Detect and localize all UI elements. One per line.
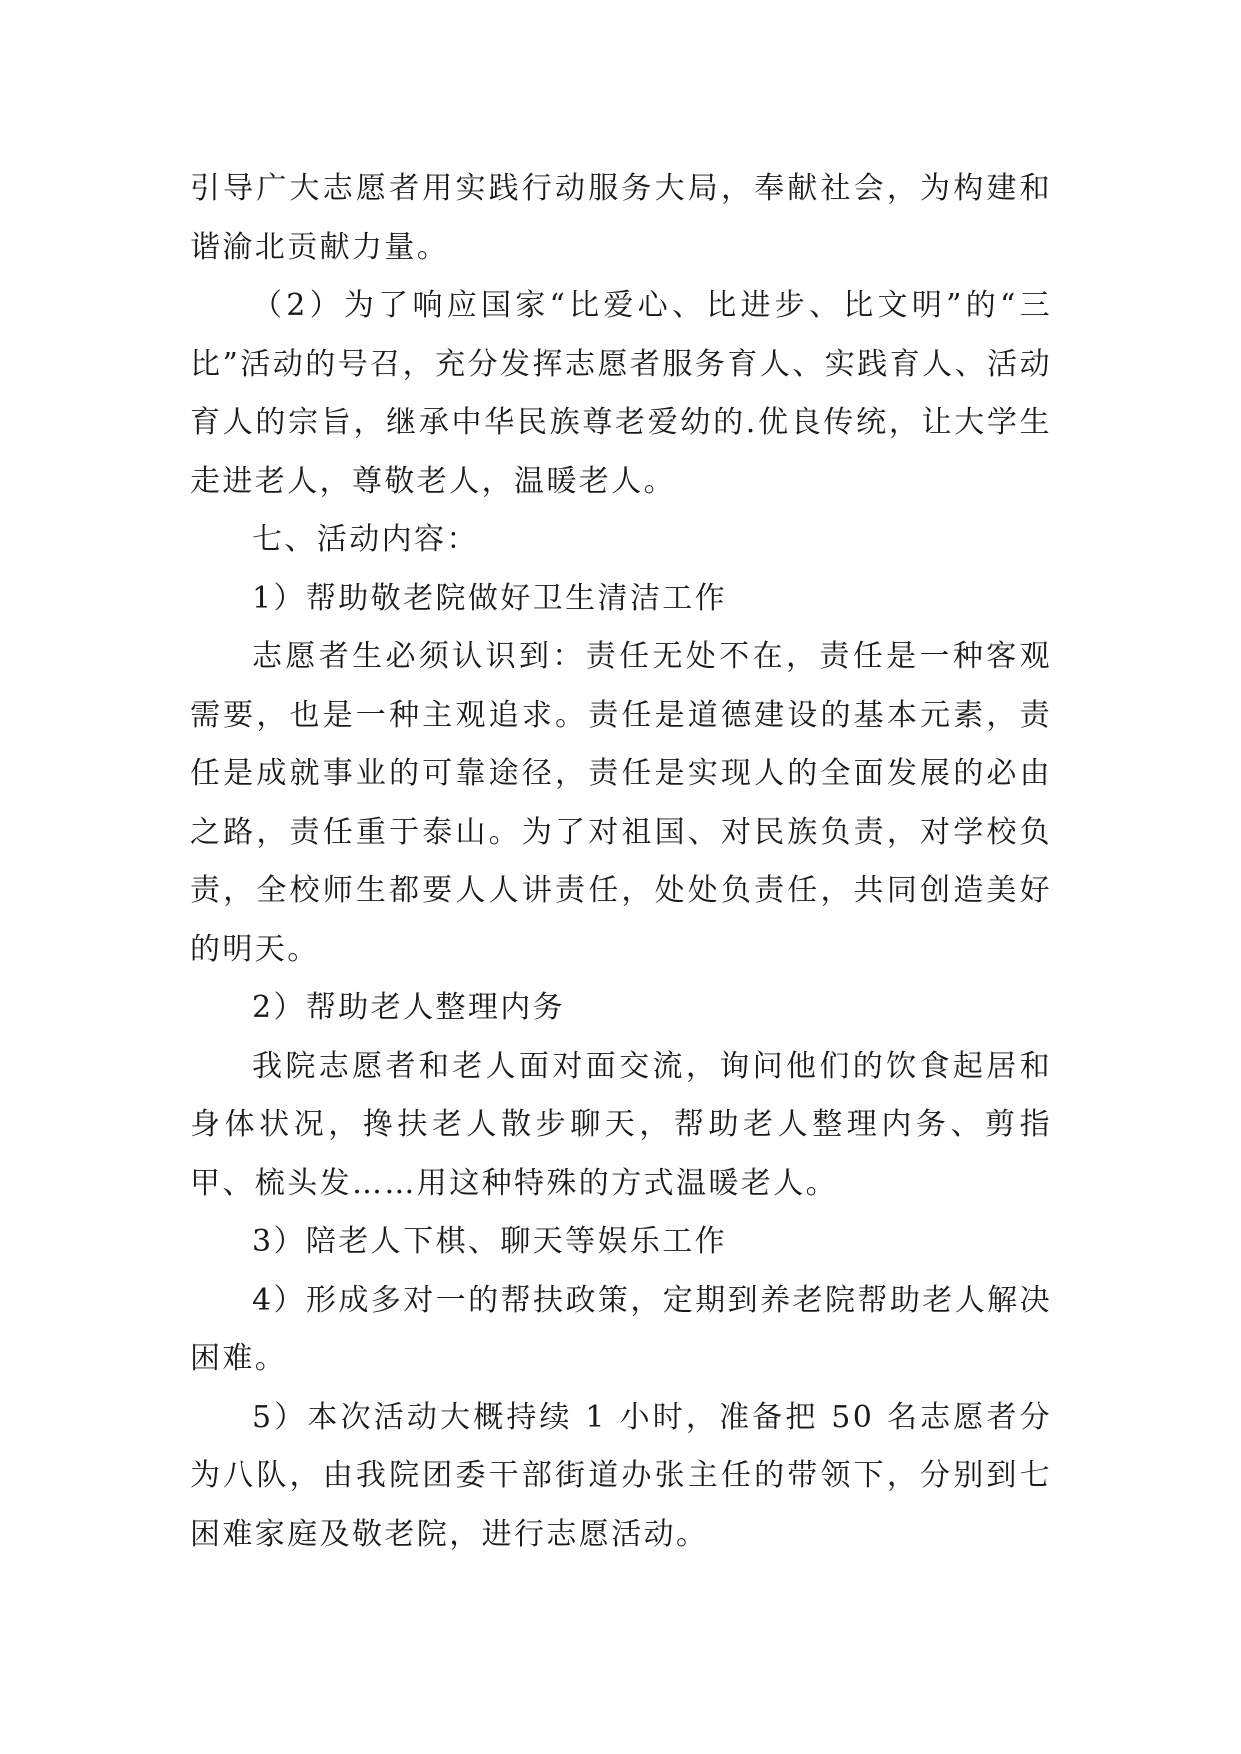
paragraph-purpose-2: （2）为了响应国家“比爱心、比进步、比文明”的“三比”活动的号召，充分发挥志愿者服务育人、实践育人、活动育人的宗旨，继承中华民族尊老爱幼的.优良传统，让大学生走进老人，尊敬老人，温暖老人。 bbox=[190, 288, 1052, 499]
item-heading-4: 4）形成多对一的帮扶政策，定期到养老院帮助老人解决困难。 bbox=[190, 1282, 1052, 1376]
item-heading-3: 3）陪老人下棋、聊天等娱乐工作 bbox=[252, 1224, 728, 1259]
paragraph-volunteer-exchange: 我院志愿者和老人面对面交流，询问他们的饮食起居和身体状况，搀扶老人散步聊天，帮助老人整理内务、剪指甲、梳头发……用这种特殊的方式温暖老人。 bbox=[190, 1048, 1052, 1201]
item-heading-2: 2）帮助老人整理内务 bbox=[252, 990, 566, 1025]
paragraph-continuation: 引导广大志愿者用实践行动服务大局，奉献社会，为构建和谐渝北贡献力量。 bbox=[190, 171, 1052, 265]
item-heading-5: 5）本次活动大概持续 1 小时，准备把 50 名志愿者分为八队，由我院团委干部街道办张主任的带领下，分别到七困难家庭及敬老院，进行志愿活动。 bbox=[190, 1399, 1052, 1552]
document-body bbox=[190, 160, 1052, 1564]
item-heading-1: 1）帮助敬老院做好卫生清洁工作 bbox=[252, 580, 728, 616]
section-heading-activity-content: 七、活动内容： bbox=[252, 522, 479, 557]
paragraph-responsibility: 志愿者生必须认识到：责任无处不在，责任是一种客观需要，也是一种主观追求。责任是道德建设的基本元素，责任是成就事业的可靠途径，责任是实现人的全面发展的必由之路，责任重于泰山。为了对祖国、对民族负责，对学校负责，全校师生都要人人讲责任，处处负责任，共同创造美好的明天。 bbox=[190, 639, 1052, 967]
